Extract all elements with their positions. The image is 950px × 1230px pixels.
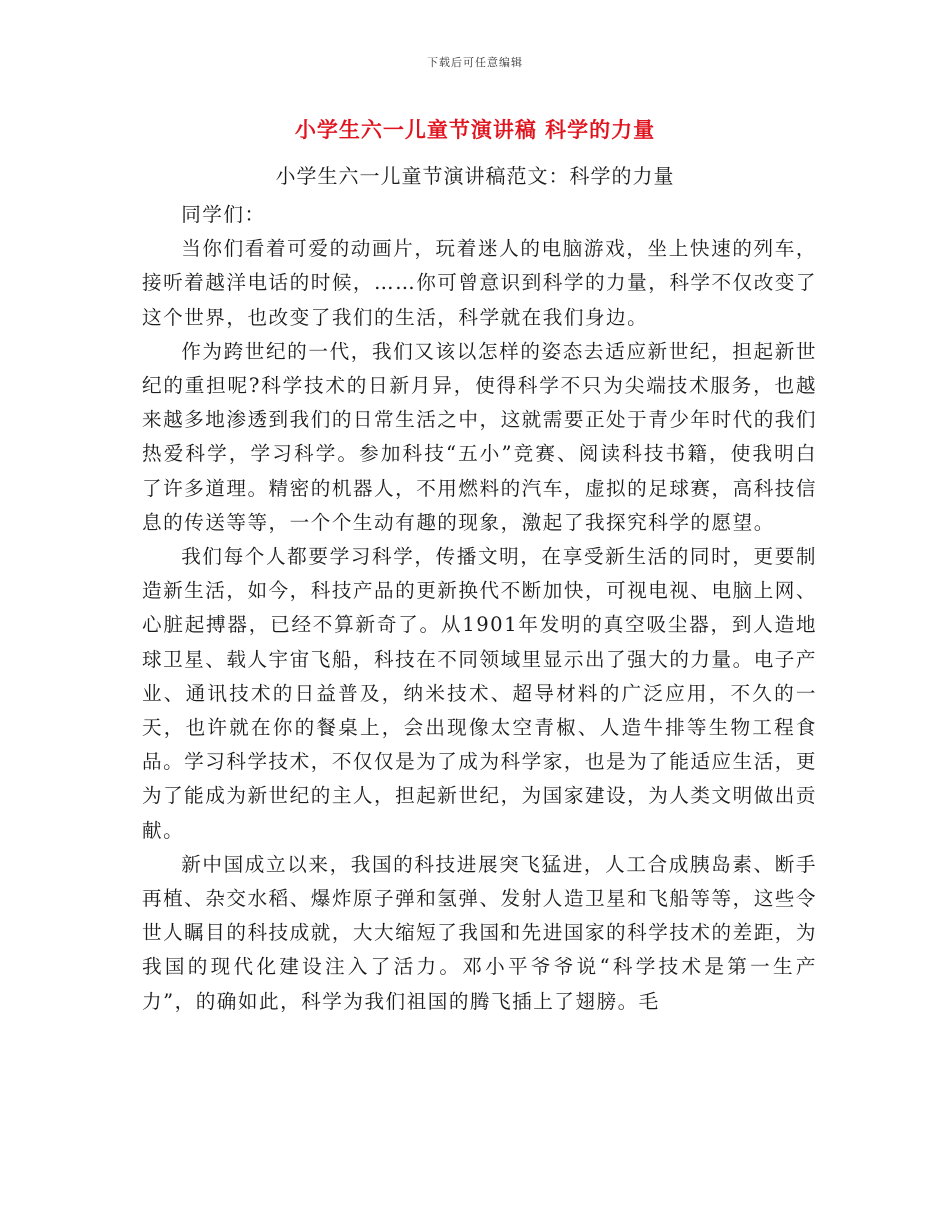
document-subtitle: 小学生六一儿童节演讲稿范文：科学的力量 [275, 164, 675, 188]
paragraph: 新中国成立以来，我国的科技进展突飞猛进，人工合成胰岛素、断手再植、杂交水稻、爆炸原子弹和氢弹、发射人造卫星和飞船等等，这些令世人瞩目的科技成就，大大缩短了我国和先进国家的科学技术的差距，为我国的现代化建设注入了活力。邓小平爷爷说“科学技术是第一生产力”，的确如此，科学为我们祖国的腾飞插上了翅膀。毛 [142, 852, 817, 1013]
paragraph-greeting: 同学们： [181, 203, 266, 226]
paragraph: 当你们看着可爱的动画片，玩着迷人的电脑游戏，坐上快速的列车，接听着越洋电话的时候，……你可曾意识到科学的力量，科学不仅改变了这个世界，也改变了我们的生活，科学就在我们身边。 [142, 237, 817, 329]
document-title: 小学生六一儿童节演讲稿 科学的力量 [294, 117, 656, 142]
paragraph: 作为跨世纪的一代，我们又该以怎样的姿态去适应新世纪，担起新世纪的重担呢?科学技术的日新月异，使得科学不只为尖端技术服务，也越来越多地渗透到我们的日常生活之中，这就需要正处于青少年时代的我们热爱科学，学习科学。参加科技“五小”竞赛、阅读科技书籍，使我明白了许多道理。精密的机器人，不用燃料的汽车，虚拟的足球赛，高科技信息的传送等等，一个个生动有趣的现象，激起了我探究科学的愿望。 [142, 339, 817, 534]
document-body [142, 198, 817, 1019]
paragraph: 我们每个人都要学习科学，传播文明，在享受新生活的同时，更要制造新生活，如今，科技产品的更新换代不断加快，可视电视、电脑上网、心脏起搏器，已经不算新奇了。从1901年发明的真空吸尘器，到人造地球卫星、载人宇宙飞船，科技在不同领域里显示出了强大的力量。电子产业、通讯技术的日益普及，纳米技术、超导材料的广泛应用，不久的一天，也许就在你的餐桌上，会出现像太空青椒、人造牛排等生物工程食品。学习科学技术，不仅仅是为了成为科学家，也是为了能适应生活，更为了能成为新世纪的主人，担起新世纪，为国家建设，为人类文明做出贡献。 [142, 545, 817, 842]
header-note: 下载后可任意编辑 [427, 56, 523, 69]
